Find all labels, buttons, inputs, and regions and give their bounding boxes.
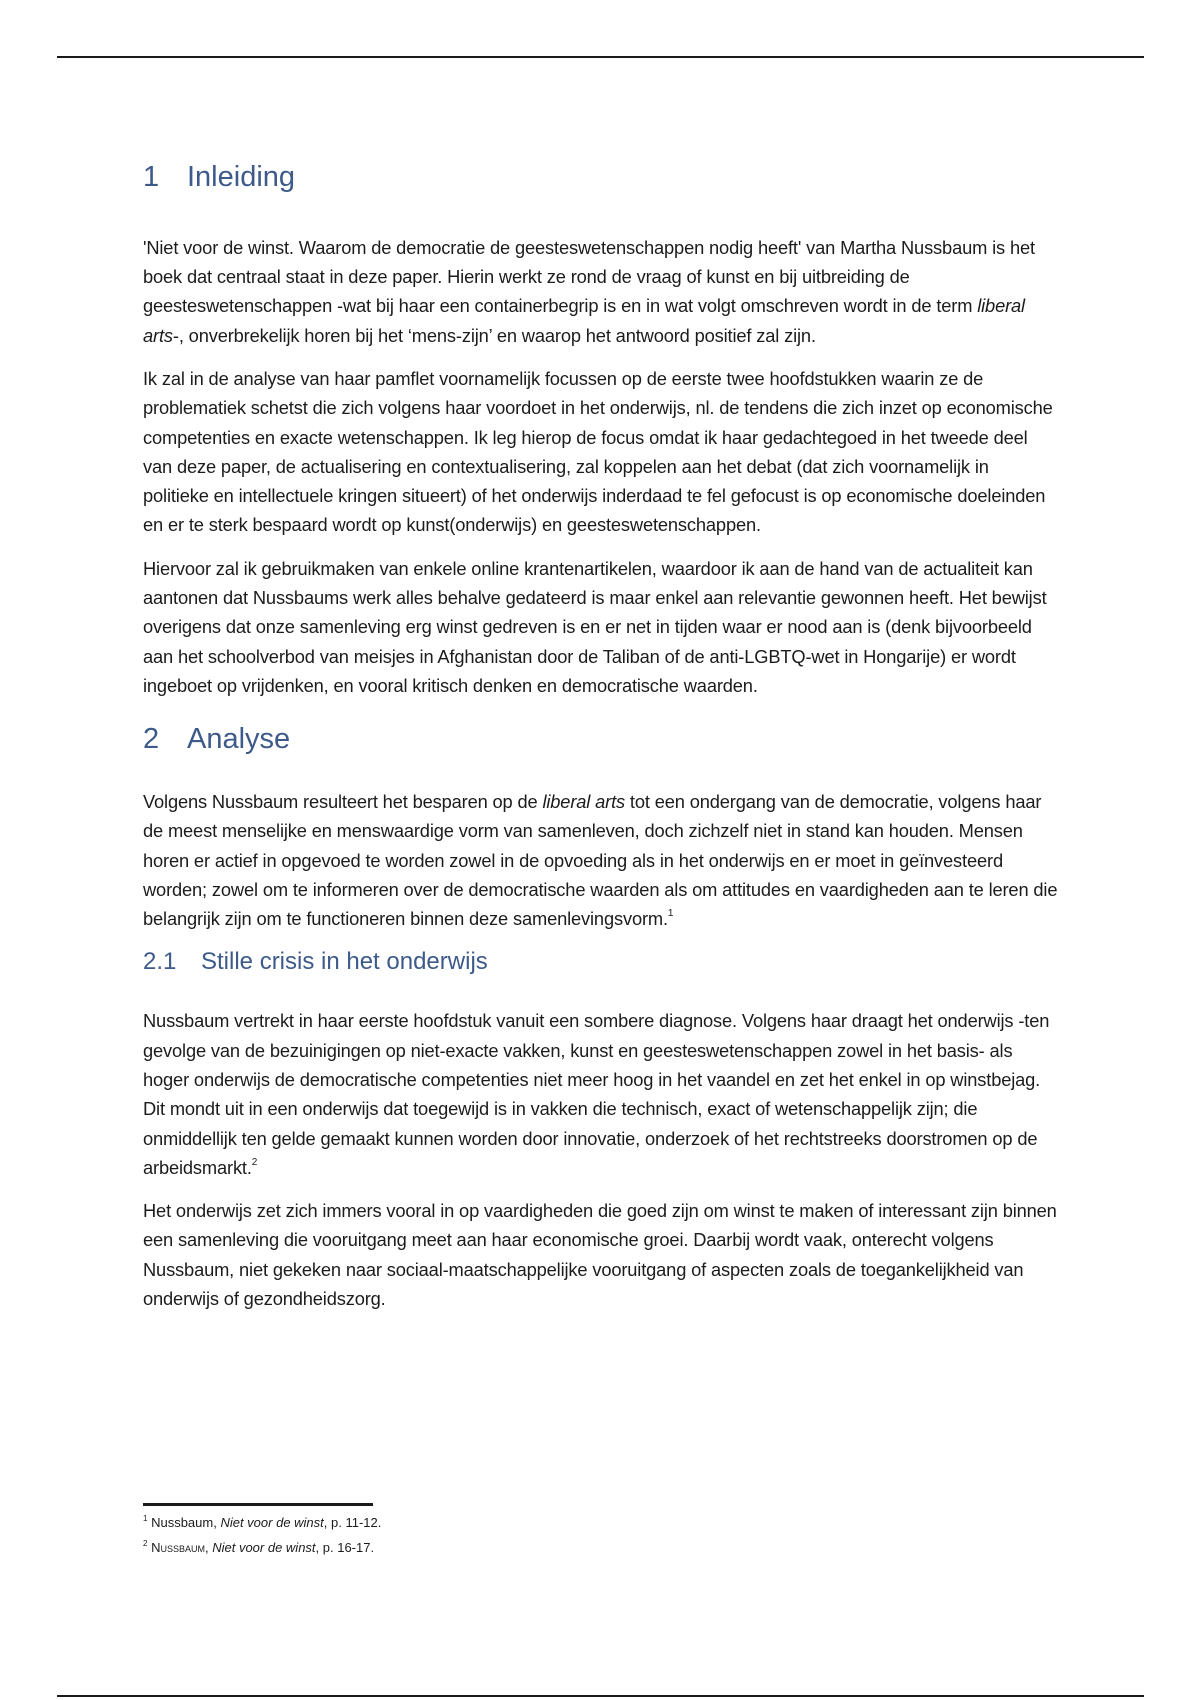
paragraph-text: Volgens Nussbaum resulteert het besparen op de	[143, 791, 543, 813]
footnote-2	[143, 1535, 743, 1560]
footnotes	[143, 1510, 743, 1560]
footnote-number: 1	[143, 1514, 148, 1523]
paragraph-analyse-1	[143, 787, 1058, 933]
footnote-title: Niet voor de winst	[212, 1540, 316, 1555]
footnote-pages: , p. 16-17.	[315, 1540, 375, 1555]
header-rule	[57, 56, 1144, 58]
paragraph-text: tot een ondergang van de democratie, volgens haar de meest menselijke en menswaardige vorm van samenleven, doch zichzelf niet in stand kan houden. Mensen horen er actief in opgevoed te worden zowel in de opvoeding als in het onderwijs en er moet in geïnvesteerd worden; zowel om te informeren over de democratische waarden als om attitudes en vaardigheden aan te leren die belangrijk zijn om te functioneren binnen deze samenlevingsvorm.	[143, 791, 1058, 930]
paragraph-text: Nussbaum vertrekt in haar eerste hoofdstuk vanuit een sombere diagnose. Volgens haar draagt het onderwijs -ten gevolge van de bezuinigingen op niet-exacte vakken, kunst en geesteswetenschappen zowel in het basis- als hoger onderwijs de democratische competenties niet meer hoog in het vaandel en zet het enkel in op winstbejag. Dit mondt uit in een onderwijs dat toegewijd is in vakken die technisch, exact of wetenschappelijk zijn; die onmiddellijk ten gelde gemaakt kunnen worden door innovatie, onderzoek of het rechtstreeks doorstromen op de arbeidsmarkt.	[143, 1010, 1050, 1178]
footnote-ref[interactable]: 1	[667, 908, 674, 920]
footnote-1	[143, 1510, 743, 1535]
footnote-author: Nussbaum,	[151, 1540, 209, 1555]
footnote-number: 2	[143, 1539, 148, 1548]
heading-number: 1	[143, 161, 160, 193]
heading-title: Inleiding	[187, 161, 296, 193]
paragraph-crisis-1	[143, 1006, 1058, 1182]
paragraph-crisis-2: Het onderwijs zet zich immers vooral in op vaardigheden die goed zijn om winst te maken of interessant zijn binnen een samenleving die vooruitgang meet aan haar economische groei. Daarbij wordt vaak, onterecht volgens Nussbaum, niet gekeken naar sociaal-maatschappelijke vooruitgang of aspecten zoals de toegankelijkheid van onderwijs of gezondheidszorg.	[143, 1200, 1057, 1309]
heading-stille-crisis	[143, 948, 1058, 977]
footer-rule	[57, 1695, 1144, 1697]
paragraph-intro-2: Ik zal in de analyse van haar pamflet voornamelijk focussen op de eerste twee hoofdstukken waarin ze de problematiek schetst die zich volgens haar voordoet in het onderwijs, nl. de tendens die zich inzet op economische competenties en exacte wetenschappen. Ik leg hierop de focus omdat ik haar gedachtegoed in het tweede deel van deze paper, de actualisering en contextualisering, zal koppelen aan het debat (dat zich voornamelijk in politieke en intellectuele kringen situeert) of het onderwijs inderdaad te fel gefocust is op economische doeleinden en er te sterk bespaard wordt op kunst(onderwijs) en geesteswetenschappen.	[143, 367, 1053, 536]
emphasis: liberal arts	[542, 791, 625, 813]
footnote-ref[interactable]: 2	[251, 1156, 258, 1168]
heading-title: Stille crisis in het onderwijs	[201, 947, 488, 975]
paragraph-text: -, onverbrekelijk horen bij het ‘mens-zijn’ en waarop het antwoord positief zal zijn.	[172, 324, 816, 346]
footnote-separator	[143, 1503, 373, 1506]
footnote-author: Nussbaum,	[151, 1515, 217, 1530]
paragraph-text: 'Niet voor de winst. Waarom de democratie de geesteswetenschappen nodig heeft' van Martha Nussbaum is het boek dat centraal staat in deze paper. Hierin werkt ze rond de vraag of kunst en bij uitbreiding de geesteswetenschappen -wat bij haar een containerbegrip is en in wat volgt omschreven wordt in de term	[143, 236, 1035, 317]
footnote-pages: , p. 11-12.	[323, 1515, 382, 1530]
footnote-title: Niet voor de winst	[220, 1515, 324, 1530]
paragraph-intro-1	[143, 233, 1058, 350]
paragraph-intro-3: Hiervoor zal ik gebruikmaken van enkele online krantenartikelen, waardoor ik aan de hand van de actualiteit kan aantonen dat Nussbaums werk alles behalve gedateerd is maar enkel aan relevantie gewonnen heeft. Het bewijst overigens dat onze samenleving erg winst gedreven is en er net in tijden waar er nood aan is (denk bijvoorbeeld aan het schoolverbod van meisjes in Afghanistan door de Taliban of de anti-LGBTQ-wet in Hongarije) er wordt ingeboet op vrijdenken, en vooral kritisch denken en democratische waarden.	[143, 557, 1047, 696]
emphasis: liberal arts	[143, 295, 1025, 346]
heading-inleiding	[143, 160, 1058, 195]
heading-analyse	[143, 722, 1058, 757]
heading-number: 2.1	[143, 947, 177, 975]
document-body	[143, 160, 1058, 1313]
heading-title: Analyse	[187, 723, 291, 756]
heading-number: 2	[143, 723, 160, 756]
